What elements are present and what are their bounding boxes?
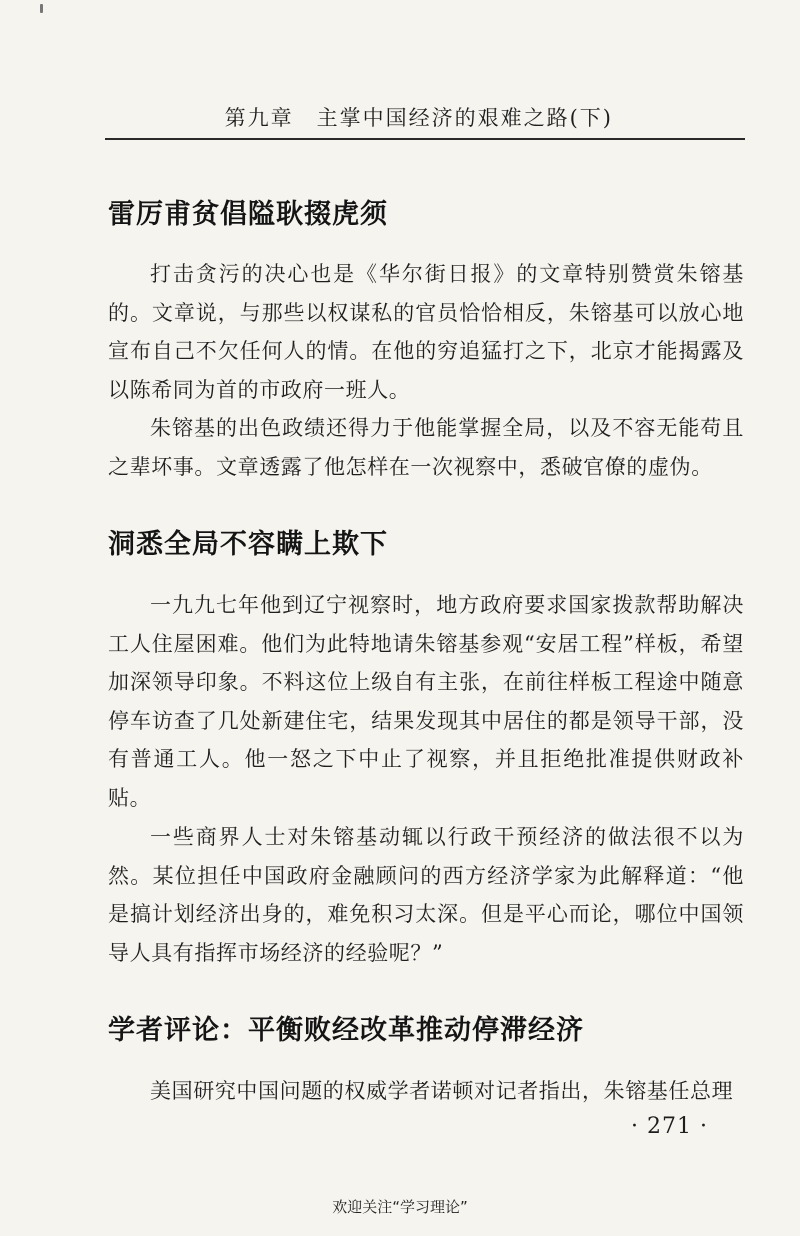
section-heading-2: 洞悉全局不容瞒上欺下: [108, 529, 388, 560]
scan-speck: [40, 4, 43, 13]
paragraph: 朱镕基的出色政绩还得力于他能掌握全局，以及不容无能苟且之辈坏事。文章透露了他怎样在一次视察中，悉破官僚的虚伪。: [108, 416, 744, 479]
paragraph: 美国研究中国问题的权威学者诺顿对记者指出，朱镕基任总理: [150, 1079, 734, 1103]
page-number: · 271 ·: [631, 1114, 708, 1139]
paragraph: 一九九七年他到辽宁视察时，地方政府要求国家拨款帮助解决工人住屋困难。他们为此特地请朱镕基参观“安居工程”样板，希望加深领导印象。不料这位上级自有主张，在前往样板工程途中随意停车访查了几处新建住宅，结果发现其中居住的都是领导干部，没有普通工人。他一怒之下中止了视察，并且拒绝批准提供财政补贴。: [108, 593, 744, 810]
running-head: 第九章 主掌中国经济的艰难之路(下): [224, 106, 613, 130]
page-header: [105, 96, 745, 140]
section-heading-1: 雷厉甫贫倡隘耿掇虎须: [108, 199, 388, 230]
paragraph: 打击贪污的决心也是《华尔街日报》的文章特别赞赏朱镕基的。文章说，与那些以权谋私的官员恰恰相反，朱镕基可以放心地宣布自己不欠任何人的情。在他的穷追猛打之下，北京才能揭露及以陈希同为首的市政府一班人。: [108, 262, 744, 402]
paragraph: 一些商界人士对朱镕基动辄以行政干预经济的做法很不以为然。某位担任中国政府金融顾问的西方经济学家为此解释道：“他是搞计划经济出身的，难免积习太深。但是平心而论，哪位中国领导人具有指挥市场经济的经验呢？”: [108, 825, 744, 965]
footer-note: 欢迎关注“学习理论”: [332, 1198, 468, 1216]
section-heading-3: 学者评论：平衡败经改革推动停滞经济: [108, 1015, 584, 1046]
